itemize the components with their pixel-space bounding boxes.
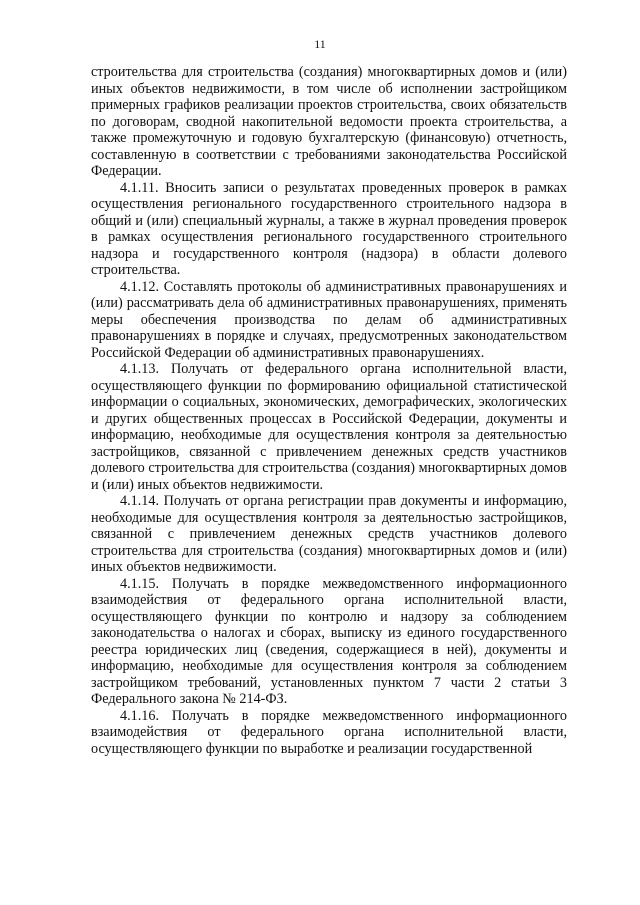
- paragraph-4-1-11: 4.1.11. Вносить записи о результатах проведенных проверок в рамках осуществления регионального государственного строительного надзора в общий и (или) специальный журналы, а также в журнал проведения проверок в рамках осуществления регионального государственного строительного надзора и государственного контроля (надзора) в области долевого строительства.: [91, 179, 567, 278]
- document-body: [91, 64, 567, 757]
- paragraph-4-1-14: 4.1.14. Получать от органа регистрации прав документы и информацию, необходимые для осуществления контроля за деятельностью застройщиков, связанной с привлечением денежных средств участников долевого строительства для строительства (создания) многоквартирных домов и (или) иных объектов недвижимости.: [91, 493, 567, 575]
- page-number: 11: [314, 37, 326, 51]
- paragraph-4-1-13: 4.1.13. Получать от федерального органа исполнительной власти, осуществляющего функции по формированию официальной статистической информации о социальных, экономических, демографических, экологических и других общественных процессах в Российской Федерации, документы и информацию, необходимые для осуществления контроля за деятельностью застройщиков, связанной с привлечением денежных средств участников долевого строительства для строительства (создания) многоквартирных домов и (или) иных объектов недвижимости.: [91, 361, 567, 493]
- paragraph-continuation: строительства для строительства (создания) многоквартирных домов и (или) иных объектов недвижимости, в том числе об исполнении застройщиком примерных графиков реализации проектов строительства, своих обязательств по договорам, сводной накопительной ведомости проекта строительства, а также промежуточную и годовую бухгалтерскую (финансовую) отчетность, составленную в соответствии с требованиями законодательства Российской Федерации.: [91, 64, 567, 179]
- paragraph-4-1-15: 4.1.15. Получать в порядке межведомственного информационного взаимодействия от федерального органа исполнительной власти, осуществляющего функции по контролю и надзору за соблюдением законодательства о налогах и сборах, выписку из единого государственного реестра юридических лиц (сведения, содержащиеся в ней), документы и информацию, необходимые для осуществления контроля за соблюдением застройщиком требований, установленных пунктом 7 части 2 статьи 3 Федерального закона № 214-ФЗ.: [91, 575, 567, 707]
- paragraph-4-1-12: 4.1.12. Составлять протоколы об административных правонарушениях и (или) рассматривать дела об административных правонарушениях, применять меры обеспечения производства по делам об административных правонарушениях в порядке и случаях, предусмотренных законодательством Российской Федерации об административных правонарушениях.: [91, 278, 567, 361]
- paragraph-4-1-16: 4.1.16. Получать в порядке межведомственного информационного взаимодействия от федерального органа исполнительной власти, осуществляющего функции по выработке и реализации государственной: [91, 707, 567, 757]
